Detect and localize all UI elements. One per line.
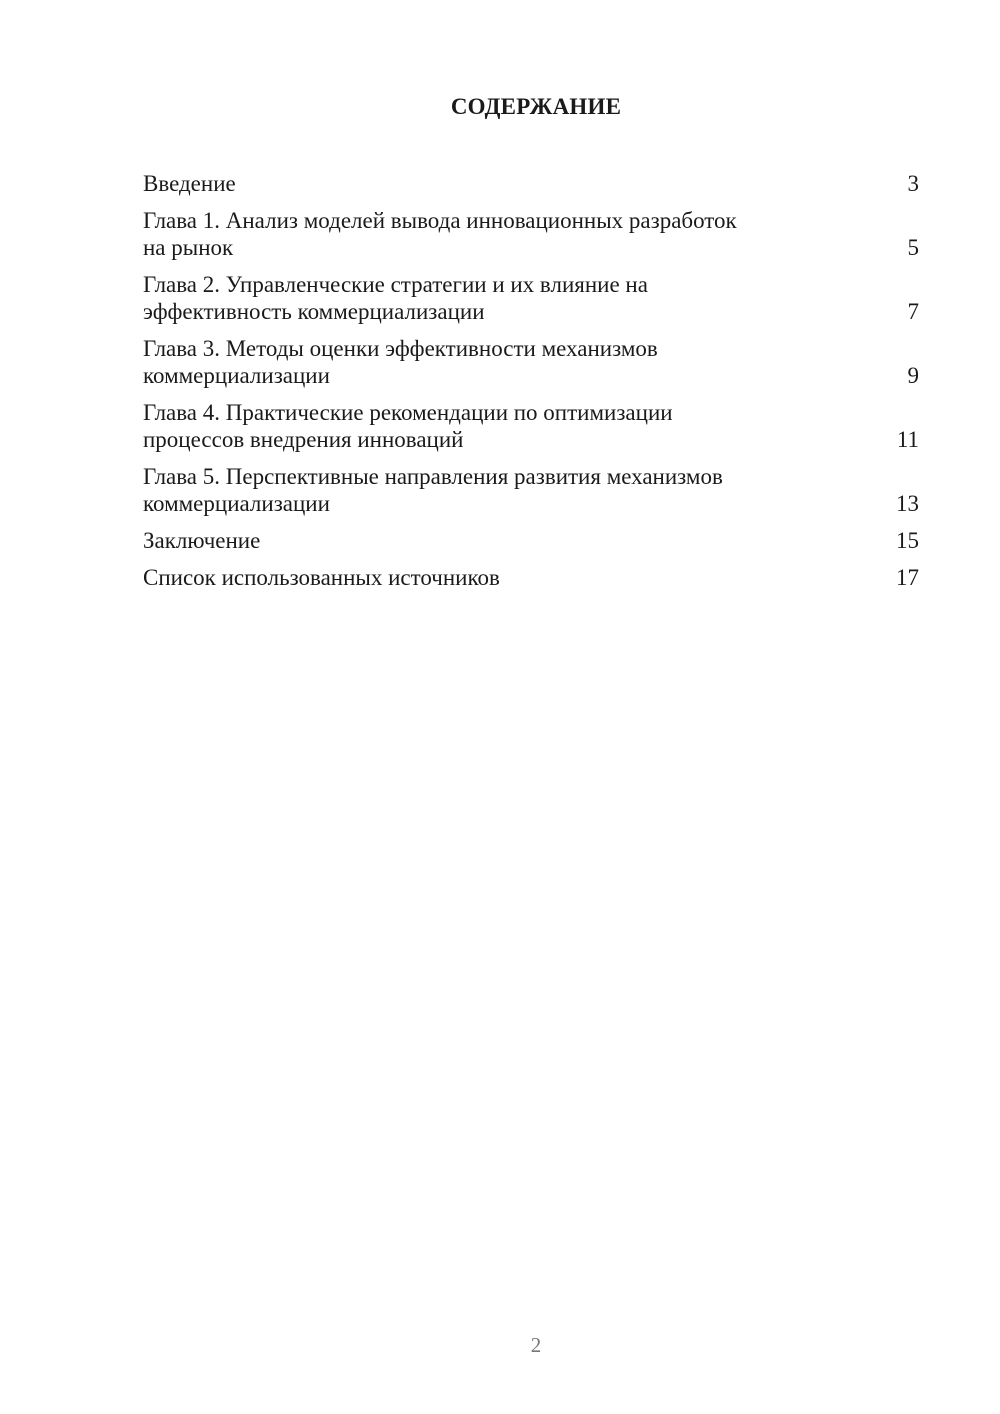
toc-entry-page-number: 17 — [896, 565, 919, 590]
toc-entry-title: Введение — [143, 171, 236, 196]
toc-entry-title: Глава 2. Управленческие стратегии и их влияние на эффективность коммерциализации — [143, 272, 648, 324]
toc-entry-page-number: 7 — [907, 299, 919, 324]
toc-entry-title: Заключение — [143, 528, 261, 553]
toc-entry-chapter-4 — [143, 399, 919, 453]
toc-entry-chapter-3 — [143, 335, 919, 389]
toc-entry-title: Глава 1. Анализ моделей вывода инновационных разработок на рынок — [143, 208, 737, 260]
toc-entry-chapter-1 — [143, 207, 919, 261]
toc-entry-page-number: 5 — [907, 235, 919, 260]
toc-entry-page-number: 3 — [907, 171, 919, 196]
toc-entry-title: Список использованных источников — [143, 565, 500, 590]
toc-entry-conclusion — [143, 527, 919, 554]
toc-entry-introduction — [143, 170, 919, 197]
toc-entry-chapter-5 — [143, 463, 919, 517]
toc-entry-page-number: 11 — [896, 427, 919, 452]
page-number: 2 — [530, 1333, 542, 1357]
toc-entry-page-number: 9 — [907, 363, 919, 388]
table-of-contents — [143, 170, 919, 601]
toc-entry-title: Глава 3. Методы оценки эффективности механизмов коммерциализации — [143, 336, 658, 388]
toc-entry-page-number: 15 — [896, 528, 919, 553]
toc-entry-references — [143, 564, 919, 591]
toc-heading: СОДЕРЖАНИЕ — [450, 94, 622, 119]
toc-entry-title: Глава 4. Практические рекомендации по оптимизации процессов внедрения инноваций — [143, 400, 673, 452]
toc-entry-chapter-2 — [143, 271, 919, 325]
toc-entry-page-number: 13 — [896, 491, 919, 516]
toc-entry-title: Глава 5. Перспективные направления развития механизмов коммерциализации — [143, 464, 723, 516]
